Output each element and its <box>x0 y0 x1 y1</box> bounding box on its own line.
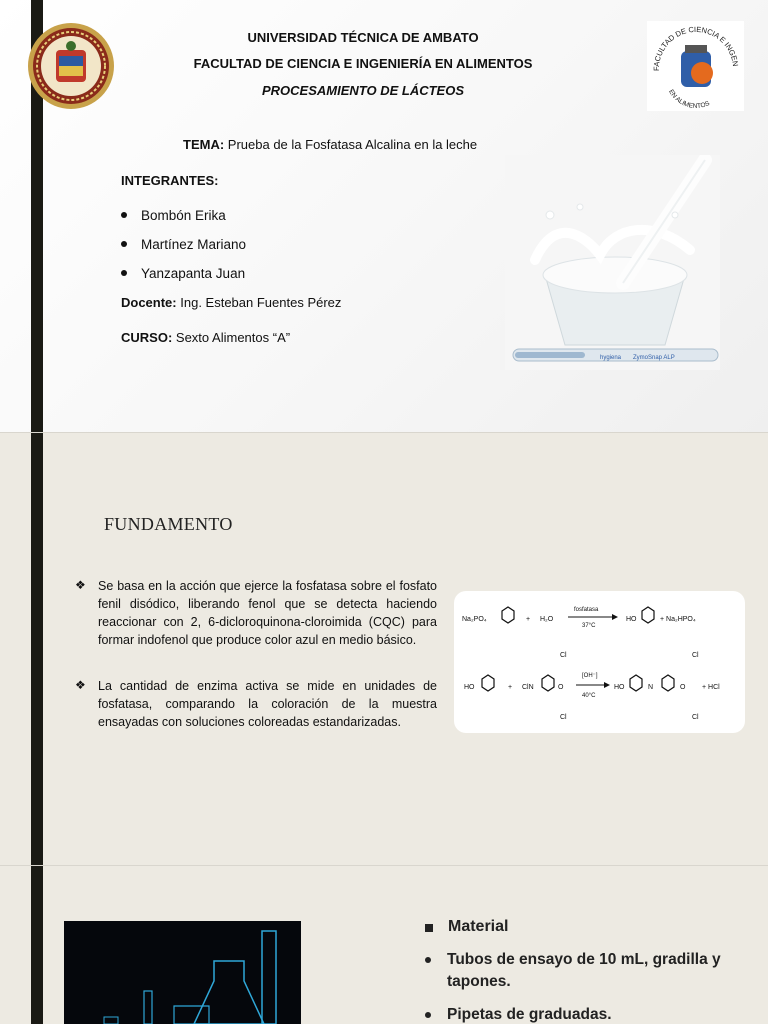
topic-value: Prueba de la Fosfatasa Alcalina en la leche <box>227 137 478 152</box>
quinone-ring-icon <box>662 675 674 691</box>
members-label: INTEGRANTES: <box>121 173 219 188</box>
slide-3-side-bar <box>31 866 43 1024</box>
lab-glassware-image <box>64 921 301 1024</box>
r2-prod-ho: HO <box>614 684 625 691</box>
reaction-scheme <box>454 591 745 733</box>
university-name: UNIVERSIDAD TÉCNICA DE AMBATO <box>247 30 479 45</box>
member-item <box>121 266 245 281</box>
members-heading <box>121 173 219 188</box>
bullet-icon <box>425 957 431 963</box>
milk-glass-image <box>505 155 720 370</box>
faculty-logo <box>647 21 744 111</box>
r1-catalyst: fosfatasa <box>574 607 599 613</box>
r2-prod-o: O <box>680 684 686 691</box>
member-name: Yanzapanta Juan <box>141 266 246 281</box>
topic <box>183 137 477 152</box>
r1-temp: 37°C <box>582 623 596 629</box>
r1-product-oh: HO <box>626 616 637 623</box>
r2-prod-n: N <box>648 684 654 691</box>
university-seal-logo <box>26 22 116 110</box>
fundamento-paragraph-2: La cantidad de enzima activa se mide en unidades de fosfatasa, comparando la coloración de la muestra ensayadas con soluciones coloreadas estandarizadas. <box>98 679 437 729</box>
course-title: PROCESAMIENTO DE LÁCTEOS <box>261 83 464 98</box>
member-name: Martínez Mariano <box>141 237 247 252</box>
r1-plus: + <box>526 616 531 623</box>
bullet-icon <box>121 241 127 247</box>
teacher <box>121 295 341 310</box>
fundamento-title: FUNDAMENTO <box>104 514 233 534</box>
teacher-label: Docente: <box>121 295 177 310</box>
material-item: Pipetas de graduadas. <box>447 1006 612 1023</box>
material-heading: Material <box>448 918 509 935</box>
square-bullet-icon <box>425 924 433 932</box>
member-item <box>121 237 246 252</box>
r2-oh: HO <box>464 684 475 691</box>
diamond-bullet-icon: ❖ <box>75 678 86 692</box>
svg-text:EN ALIMENTOS <box>667 89 711 110</box>
r2-cond: [OH⁻] <box>582 673 598 679</box>
arrow-head-icon <box>612 614 618 620</box>
r2-cl-bottom: Cl <box>560 714 567 721</box>
faculty-logo-arc-subtext: EN ALIMENTOS <box>667 88 711 110</box>
r1-product2: + Na₂HPO₄ <box>660 616 696 623</box>
slide-2-side-bar <box>31 433 43 865</box>
r2-prod-cl-top: Cl <box>692 652 699 659</box>
faculty-name: FACULTAD DE CIENCIA E INGENIERÍA EN ALIMENTOS <box>193 56 533 71</box>
material-item: Tubos de ensayo de 10 mL, gradilla y tapones. <box>447 951 721 990</box>
r2-temp: 40°C <box>582 693 596 699</box>
test-device-brand: hygiena <box>600 355 622 361</box>
r2-o: O <box>558 684 564 691</box>
r1-reactant: Na₂PO₄ <box>462 616 487 623</box>
diamond-bullet-icon: ❖ <box>75 578 86 592</box>
course-label: CURSO: <box>121 330 173 345</box>
benzene-ring-icon <box>630 675 642 691</box>
member-name: Bombón Erika <box>141 208 226 223</box>
benzene-ring-icon <box>502 607 514 623</box>
r2-cl-top: Cl <box>560 652 567 659</box>
topic-label: TEMA: <box>183 137 225 152</box>
benzene-ring-icon <box>642 607 654 623</box>
r2-prod-cl-bottom: Cl <box>692 714 699 721</box>
bullet-icon <box>425 1012 431 1018</box>
fundamento-paragraph-1: Se basa en la acción que ejerce la fosfatasa sobre el fosfato fenil disódico, liberando fenol que se detecta haciendo reaccionar con 2, 6-dicloroquinona-cloroimida (CQC) para formar indofenol que produce color azul en medio básico. <box>98 579 437 647</box>
member-item <box>121 208 226 223</box>
teacher-name: Ing. Esteban Fuentes Pérez <box>180 295 342 310</box>
course <box>121 330 290 345</box>
test-device-name: ZymoSnap ALP <box>633 355 675 361</box>
r2-cln: ClN <box>522 684 534 691</box>
benzene-ring-icon <box>482 675 494 691</box>
quinone-ring-icon <box>542 675 554 691</box>
r2-hcl: + HCl <box>702 684 720 691</box>
course-value: Sexto Alimentos “A” <box>175 330 291 345</box>
bullet-icon <box>121 212 127 218</box>
bullet-icon <box>121 270 127 276</box>
faculty-logo-arc-text: FACULTAD DE CIENCIA E INGEN <box>651 24 741 72</box>
r2-plus: + <box>508 684 513 691</box>
arrow-head-icon <box>604 682 610 688</box>
r1-water: H₂O <box>540 616 554 623</box>
